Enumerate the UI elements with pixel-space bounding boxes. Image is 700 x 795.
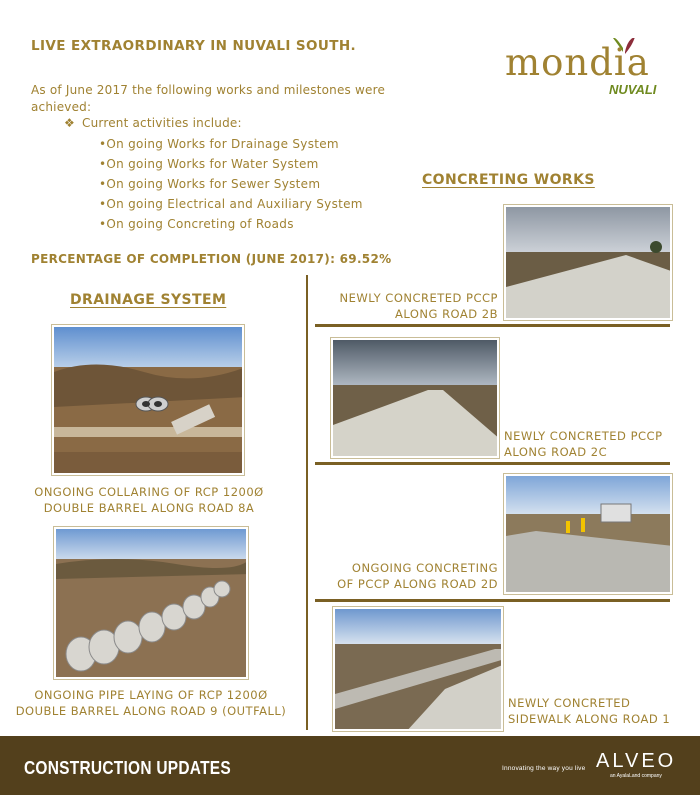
- divider-2b: [315, 324, 670, 327]
- caption-line: NEWLY CONCRETED PCCP: [504, 429, 663, 443]
- activities-list: [99, 134, 363, 234]
- vertical-divider: [306, 275, 308, 730]
- caption-line: ONGOING COLLARING OF RCP 1200Ø: [34, 485, 264, 499]
- activity-item: •On going Works for Sewer System: [99, 177, 321, 191]
- activity-item: •On going Works for Water System: [99, 157, 319, 171]
- alveo-logo-sub: an AyalaLand company: [610, 773, 662, 779]
- mondia-logo: [505, 38, 675, 100]
- concreting-title: CONCRETING WORKS: [422, 172, 595, 188]
- caption-line: OF PCCP ALONG ROAD 2D: [337, 577, 498, 591]
- caption-road-1: [508, 695, 683, 727]
- caption-road-2d: [318, 560, 498, 592]
- caption-road-2b: [320, 290, 498, 322]
- caption-road-2c: [504, 428, 674, 460]
- completion-percentage: PERCENTAGE OF COMPLETION (JUNE 2017): 69.52%: [31, 252, 392, 266]
- caption-line: NEWLY CONCRETED: [508, 696, 631, 710]
- diamond-bullet-icon: ❖: [64, 116, 75, 130]
- logo-brand: mondia: [505, 41, 650, 84]
- photo-road-2d: [504, 474, 672, 594]
- headline: LIVE EXTRAORDINARY IN NUVALI SOUTH.: [31, 38, 357, 54]
- activity-item: •On going Works for Drainage System: [99, 137, 339, 151]
- logo-sub: NUVALI: [609, 82, 657, 97]
- divider-2c: [315, 462, 670, 465]
- current-activities-label: Current activities include:: [82, 116, 242, 130]
- caption-line: ONGOING PIPE LAYING OF RCP 1200Ø: [34, 688, 268, 702]
- current-activities: [64, 116, 242, 130]
- caption-line: ALONG ROAD 2B: [394, 307, 498, 321]
- footer-tagline: Innovating the way you live: [502, 765, 586, 772]
- intro-text: As of June 2017 the following works and milestones were achieved:: [31, 83, 386, 114]
- photo-road-9: [54, 527, 248, 679]
- activity-item: •On going Electrical and Auxiliary System: [99, 197, 363, 211]
- caption-line: NEWLY CONCRETED PCCP: [339, 291, 498, 305]
- footer-title: CONSTRUCTION UPDATES: [24, 758, 231, 778]
- caption-line: DOUBLE BARREL ALONG ROAD 9 (OUTFALL): [15, 704, 287, 718]
- photo-road-1: [333, 607, 503, 731]
- caption-road-8a: [15, 484, 283, 516]
- drainage-title: DRAINAGE SYSTEM: [70, 292, 227, 308]
- caption-line: SIDEWALK ALONG ROAD 1: [508, 712, 671, 726]
- alveo-logo: ALVEO: [596, 750, 677, 772]
- caption-line: DOUBLE BARREL ALONG ROAD 8A: [43, 501, 255, 515]
- photo-road-2c: [331, 338, 499, 458]
- divider-2d: [315, 599, 670, 602]
- activity-item: •On going Concreting of Roads: [99, 217, 294, 231]
- caption-road-9: [6, 687, 296, 719]
- photo-road-8a: [52, 325, 244, 475]
- photo-road-2b: [504, 205, 672, 320]
- caption-line: ALONG ROAD 2C: [504, 445, 608, 459]
- leaf-icon: [505, 38, 675, 100]
- caption-line: ONGOING CONCRETING: [351, 561, 498, 575]
